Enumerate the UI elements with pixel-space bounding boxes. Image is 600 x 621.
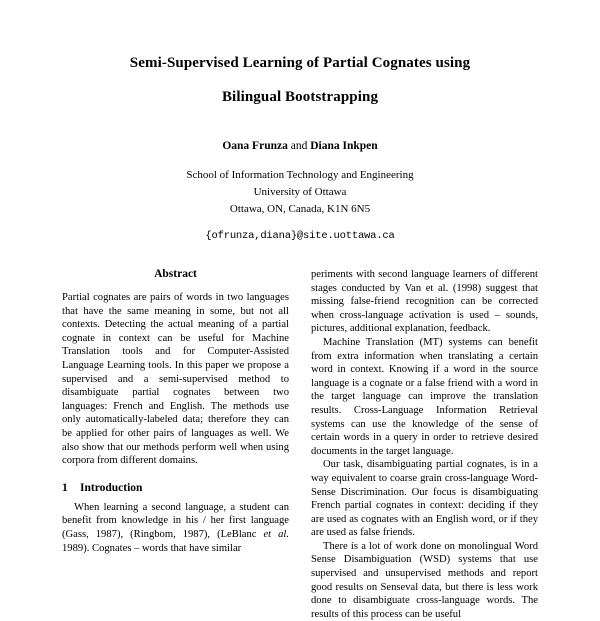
title-line-2: Bilingual Bootstrapping (221, 89, 379, 105)
page-title (62, 46, 538, 114)
abstract-heading: Abstract (154, 268, 197, 280)
abstract-text: Partial cognates are pairs of words in two languages that have the same meaning in some, but not all contexts. Detecting the actual meaning of a partial cognate in context can be useful for Machine Translation tools and for Computer-Assisted Language Learning tools. In this paper we propose a supervised and a semi-supervised method to disambiguate partial cognates between two languages: French and English. The methods use only automatically-labeled data; therefore they can be applied for other pairs of languages as well. We also show that our methods perform well when using corpora from different domains. (62, 292, 289, 467)
affiliation (62, 167, 538, 218)
right-paragraph-1: periments with second language learners of different stages conducted by Van et al. (1998) suggest that missing false-friend recognition can be corrected when cross-language activation is used – sounds, pictures, additional explanation, feedback. (311, 269, 538, 335)
affiliation-line-3: Ottawa, ON, Canada, K1N 6N5 (229, 203, 371, 215)
right-paragraph-4: There is a lot of work done on monolingual Word Sense Disambiguation (WSD) systems that use supervised and unsupervised methods and report good results on Senseval data, but there is less work done to disambiguate cross-language words. The results of this process can be useful (311, 540, 538, 620)
author-second: Diana Inkpen (310, 140, 378, 152)
affiliation-line-1: School of Information Technology and Engineering (186, 169, 414, 181)
title-line-1: Semi-Supervised Learning of Partial Cognates using (129, 55, 471, 71)
section-1-heading (62, 482, 289, 494)
right-column (311, 268, 538, 621)
contact-email: {ofrunza,diana}@site.uottawa.ca (205, 230, 395, 242)
abstract-section (62, 268, 289, 468)
author-conjunction: and (287, 140, 311, 152)
author-first: Oana Frunza (222, 140, 288, 152)
affiliation-line-2: University of Ottawa (253, 186, 347, 198)
body-columns (62, 268, 538, 621)
author-list (62, 140, 538, 152)
section-1-number: 1 (62, 481, 68, 494)
section-1-paragraph: When learning a second language, a student can benefit from knowledge in his / her first language (Gass, 1987), (Ringbom, 1987), (LeBlanc et al. 1989). Cognates – words that have similar (62, 501, 289, 554)
right-paragraph-3: Our task, disambiguating partial cognates, is in a way equivalent to coarse grain cross-language Word-Sense Discrimination. Our focus is disambiguating French partial cognates in context: deciding if they are used as cognates with an English word, or if they are used as false friends. (311, 459, 538, 539)
right-paragraph-2: Machine Translation (MT) systems can benefit from extra information when translating a certain word in context. Knowing if a word in the source language is a cognate or a false friend with a word in the target language can improve the translation results. Cross-Language Information Retrieval systems can use the knowledge of the sense of certain words in a query in order to retrieve desired documents in the target language. (311, 336, 538, 457)
section-1-title: Introduction (80, 481, 143, 494)
left-column (62, 268, 289, 621)
